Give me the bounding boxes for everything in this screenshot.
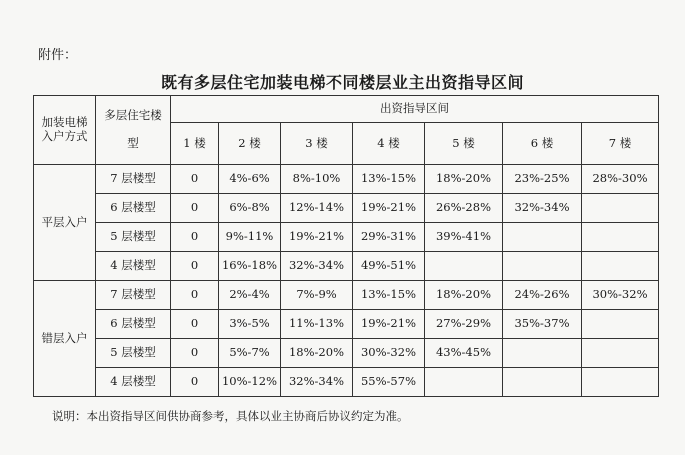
range-cell (582, 368, 659, 397)
range-cell: 35%-37% (503, 310, 582, 339)
range-cell: 43%-45% (425, 339, 503, 368)
range-cell (582, 252, 659, 281)
range-cell: 9%-11% (219, 223, 281, 252)
header-building-type-line1: 多层住宅楼 (104, 108, 162, 123)
range-cell (582, 339, 659, 368)
range-cell: 12%-14% (281, 194, 353, 223)
range-cell: 0 (171, 368, 219, 397)
table-row (34, 368, 659, 397)
range-cell: 10%-12% (219, 368, 281, 397)
footnote: 说明：本出资指导区间供协商参考，具体以业主协商后协议约定为准。 (52, 409, 409, 423)
header-floor: 2 楼 (219, 123, 281, 165)
range-cell: 28%-30% (582, 165, 659, 194)
range-cell: 29%-31% (353, 223, 425, 252)
range-cell (503, 223, 582, 252)
building-type-cell: 7 层楼型 (96, 165, 171, 194)
range-cell: 0 (171, 223, 219, 252)
range-cell: 32%-34% (281, 252, 353, 281)
document-title: 既有多层住宅加装电梯不同楼层业主出资指导区间 (160, 73, 524, 92)
header-floor: 7 楼 (582, 123, 659, 165)
range-cell: 32%-34% (503, 194, 582, 223)
range-cell (503, 339, 582, 368)
header-contribution-range: 出资指导区间 (171, 96, 659, 123)
table-row (34, 310, 659, 339)
range-cell: 11%-13% (281, 310, 353, 339)
table-row (34, 339, 659, 368)
header-floor: 1 楼 (171, 123, 219, 165)
contribution-table (33, 95, 659, 397)
building-type-cell: 6 层楼型 (96, 194, 171, 223)
range-cell: 30%-32% (353, 339, 425, 368)
entry-method-cell: 错层入户 (34, 281, 96, 397)
range-cell: 2%-4% (219, 281, 281, 310)
range-cell: 7%-9% (281, 281, 353, 310)
range-cell: 39%-41% (425, 223, 503, 252)
building-type-cell: 6 层楼型 (96, 310, 171, 339)
building-type-cell: 7 层楼型 (96, 281, 171, 310)
range-cell (582, 223, 659, 252)
range-cell: 13%-15% (353, 281, 425, 310)
building-type-cell: 4 层楼型 (96, 368, 171, 397)
range-cell (582, 310, 659, 339)
header-building-type-line2: 型 (127, 135, 139, 150)
range-cell: 26%-28% (425, 194, 503, 223)
range-cell: 18%-20% (281, 339, 353, 368)
range-cell: 13%-15% (353, 165, 425, 194)
building-type-cell: 5 层楼型 (96, 223, 171, 252)
range-cell (425, 368, 503, 397)
range-cell: 19%-21% (281, 223, 353, 252)
range-cell: 19%-21% (353, 310, 425, 339)
range-cell (503, 368, 582, 397)
header-floor: 4 楼 (353, 123, 425, 165)
range-cell: 27%-29% (425, 310, 503, 339)
table-row (34, 252, 659, 281)
range-cell: 8%-10% (281, 165, 353, 194)
header-entry-method-line1: 加装电梯 (41, 115, 88, 130)
range-cell (582, 194, 659, 223)
range-cell (503, 252, 582, 281)
building-type-cell: 4 层楼型 (96, 252, 171, 281)
range-cell: 30%-32% (582, 281, 659, 310)
header-building-type (96, 96, 171, 165)
table-row (34, 165, 659, 194)
range-cell: 32%-34% (281, 368, 353, 397)
range-cell: 0 (171, 252, 219, 281)
attachment-label: 附件： (38, 48, 78, 63)
entry-method-cell: 平层入户 (34, 165, 96, 281)
range-cell (425, 252, 503, 281)
range-cell: 18%-20% (425, 281, 503, 310)
table-row (34, 194, 659, 223)
building-type-cell: 5 层楼型 (96, 339, 171, 368)
range-cell: 3%-5% (219, 310, 281, 339)
header-entry-method (34, 96, 96, 165)
range-cell: 0 (171, 194, 219, 223)
range-cell: 5%-7% (219, 339, 281, 368)
range-cell: 6%-8% (219, 194, 281, 223)
range-cell: 19%-21% (353, 194, 425, 223)
range-cell: 0 (171, 339, 219, 368)
range-cell: 0 (171, 165, 219, 194)
range-cell: 16%-18% (219, 252, 281, 281)
range-cell: 24%-26% (503, 281, 582, 310)
range-cell: 55%-57% (353, 368, 425, 397)
header-entry-method-line2: 入户方式 (41, 129, 88, 143)
table-row (34, 281, 659, 310)
header-floor: 5 楼 (425, 123, 503, 165)
range-cell: 4%-6% (219, 165, 281, 194)
header-floor: 3 楼 (281, 123, 353, 165)
header-floor: 6 楼 (503, 123, 582, 165)
range-cell: 18%-20% (425, 165, 503, 194)
range-cell: 0 (171, 281, 219, 310)
range-cell: 49%-51% (353, 252, 425, 281)
range-cell: 23%-25% (503, 165, 582, 194)
table-row (34, 223, 659, 252)
range-cell: 0 (171, 310, 219, 339)
